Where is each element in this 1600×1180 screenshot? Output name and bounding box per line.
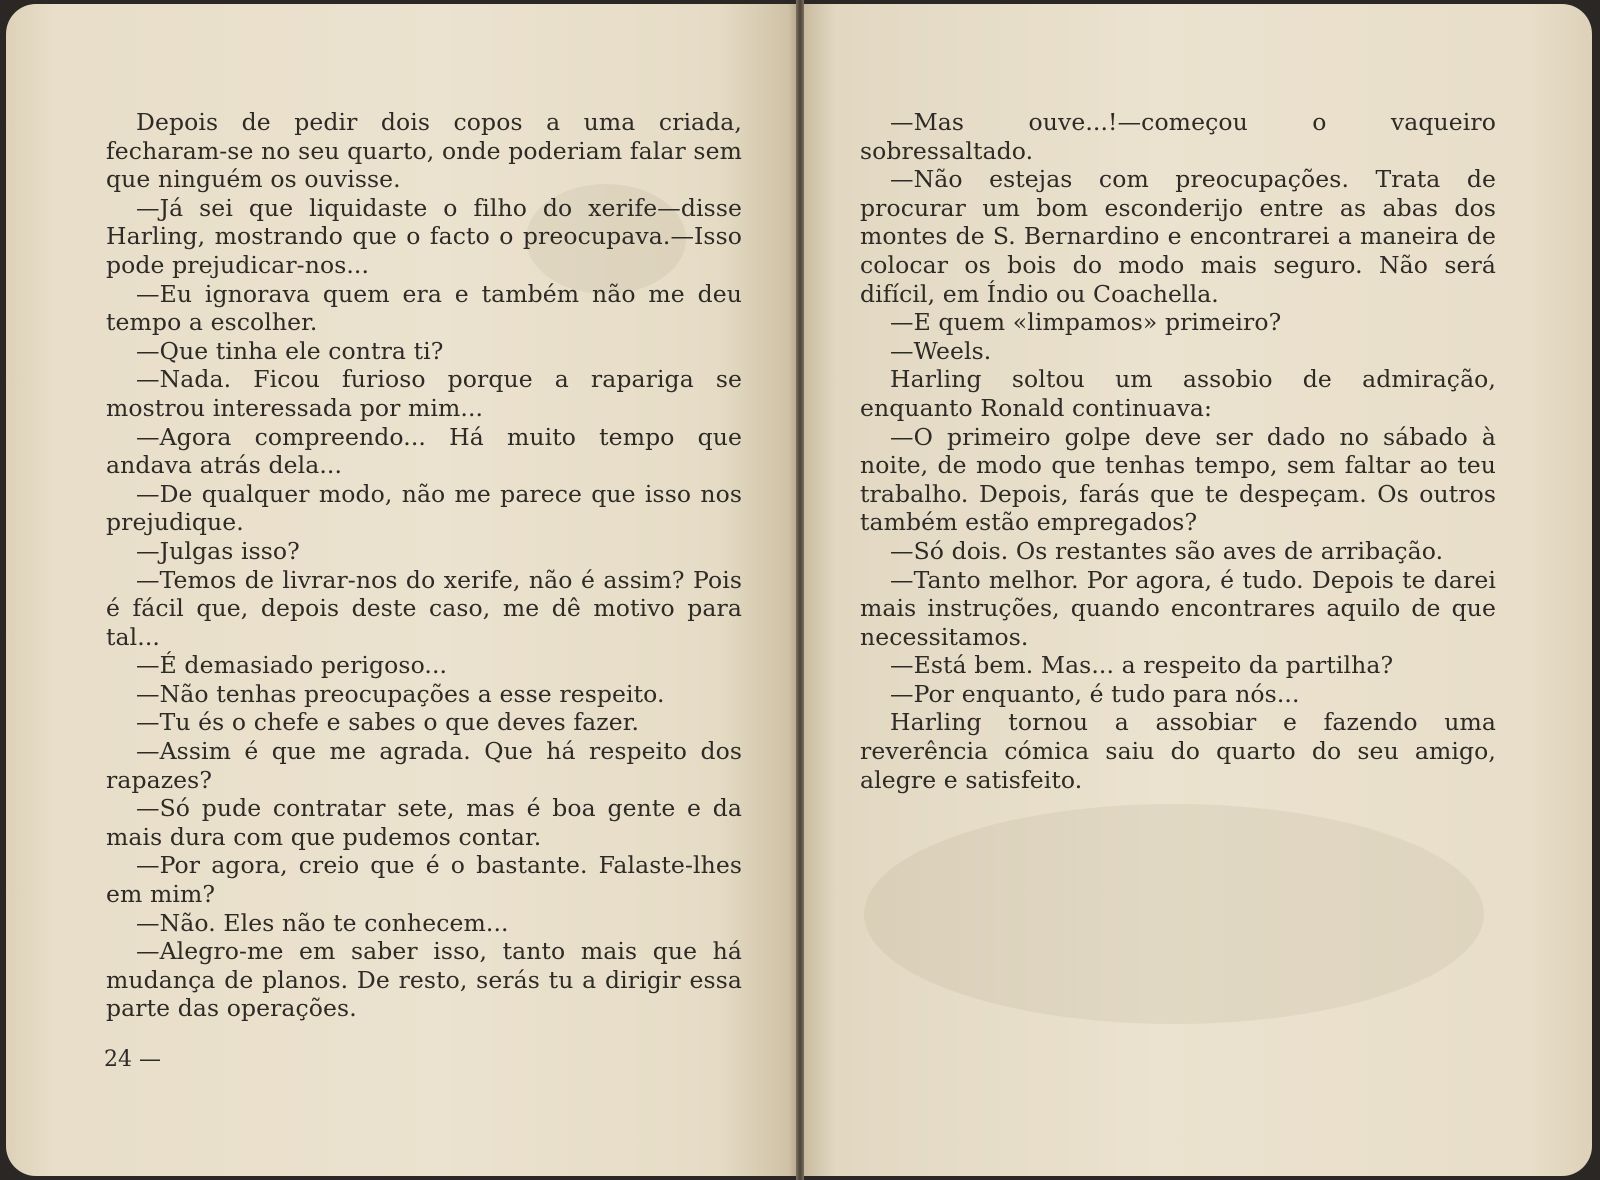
paper-stain	[864, 804, 1484, 1024]
paragraph: —Tu és o chefe e sabes o que deves fazer.	[136, 708, 640, 737]
paragraph: —Não. Eles não te conhecem...	[136, 908, 509, 937]
paragraph: —Não estejas com preocupações. Trata de procurar um bom esconderijo entre as abas dos montes de S. Bernardino e encontrarei a maneira de colocar os bois do modo mais seguro. Não será difícil, em Índio ou Coachella.	[860, 165, 1496, 308]
paragraph: —Só dois. Os restantes são aves de arribação.	[890, 536, 1444, 565]
paragraph: —Temos de livrar-nos do xerife, não é assim? Pois é fácil que, depois deste caso, me dê motivo para tal...	[106, 565, 742, 651]
paragraph: —É demasiado perigoso...	[136, 651, 448, 680]
paragraph: —Agora compreendo... Há muito tempo que andava atrás dela...	[106, 422, 742, 480]
page-number: 24 —	[104, 1047, 161, 1072]
paragraph: —Eu ignorava quem era e também não me deu tempo a escolher.	[106, 279, 742, 337]
paragraph: —Já sei que liquidaste o filho do xerife—disse Harling, mostrando que o facto o preocupava.—Isso pode prejudicar-nos...	[106, 193, 742, 279]
paragraph: —Weels.	[890, 336, 992, 365]
paragraph: —Que tinha ele contra ti?	[136, 336, 444, 365]
paragraph: —O primeiro golpe deve ser dado no sábado à noite, de modo que tenhas tempo, sem faltar ao teu trabalho. Depois, farás que te despeçam. Os outros também estão empregados?	[860, 422, 1496, 537]
paragraph: —De qualquer modo, não me parece que isso nos prejudique.	[106, 479, 742, 537]
paragraph: —Está bem. Mas... a respeito da partilha?	[890, 651, 1394, 680]
paragraph: Harling soltou um assobio de admiração, enquanto Ronald continuava:	[860, 365, 1496, 422]
paragraph: —Mas ouve...!—começou o vaqueiro sobressaltado.	[860, 108, 1496, 165]
paragraph: —Julgas isso?	[136, 536, 300, 565]
paragraph: —Nada. Ficou furioso porque a rapariga se mostrou interessada por mim...	[106, 365, 742, 422]
paragraph: Depois de pedir dois copos a uma criada, fecharam-se no seu quarto, onde poderiam falar sem que ninguém os ouvisse.	[106, 108, 742, 194]
left-page-text	[106, 108, 742, 1023]
paragraph: —Por agora, creio que é o bastante. Falaste-lhes em mim?	[106, 851, 742, 909]
paragraph: —Só pude contratar sete, mas é boa gente e da mais dura com que pudemos contar.	[106, 794, 742, 851]
right-page-text	[860, 108, 1496, 794]
paragraph: —Tanto melhor. Por agora, é tudo. Depois te darei mais instruções, quando encontrares aquilo de que necessitamos.	[860, 565, 1496, 651]
paragraph: —Alegro-me em saber isso, tanto mais que há mudança de planos. De resto, serás tu a dirigir essa parte das operações.	[106, 937, 742, 1023]
book-gutter	[796, 0, 804, 1180]
right-page	[804, 4, 1592, 1176]
paragraph: —Não tenhas preocupações a esse respeito.	[136, 679, 665, 708]
paragraph: Harling tornou a assobiar e fazendo uma reverência cómica saiu do quarto do seu amigo, alegre e satisfeito.	[860, 708, 1496, 794]
paragraph: —E quem «limpamos» primeiro?	[890, 308, 1282, 337]
left-page	[6, 4, 796, 1176]
paragraph: —Assim é que me agrada. Que há respeito dos rapazes?	[106, 737, 742, 794]
paragraph: —Por enquanto, é tudo para nós...	[890, 679, 1300, 708]
